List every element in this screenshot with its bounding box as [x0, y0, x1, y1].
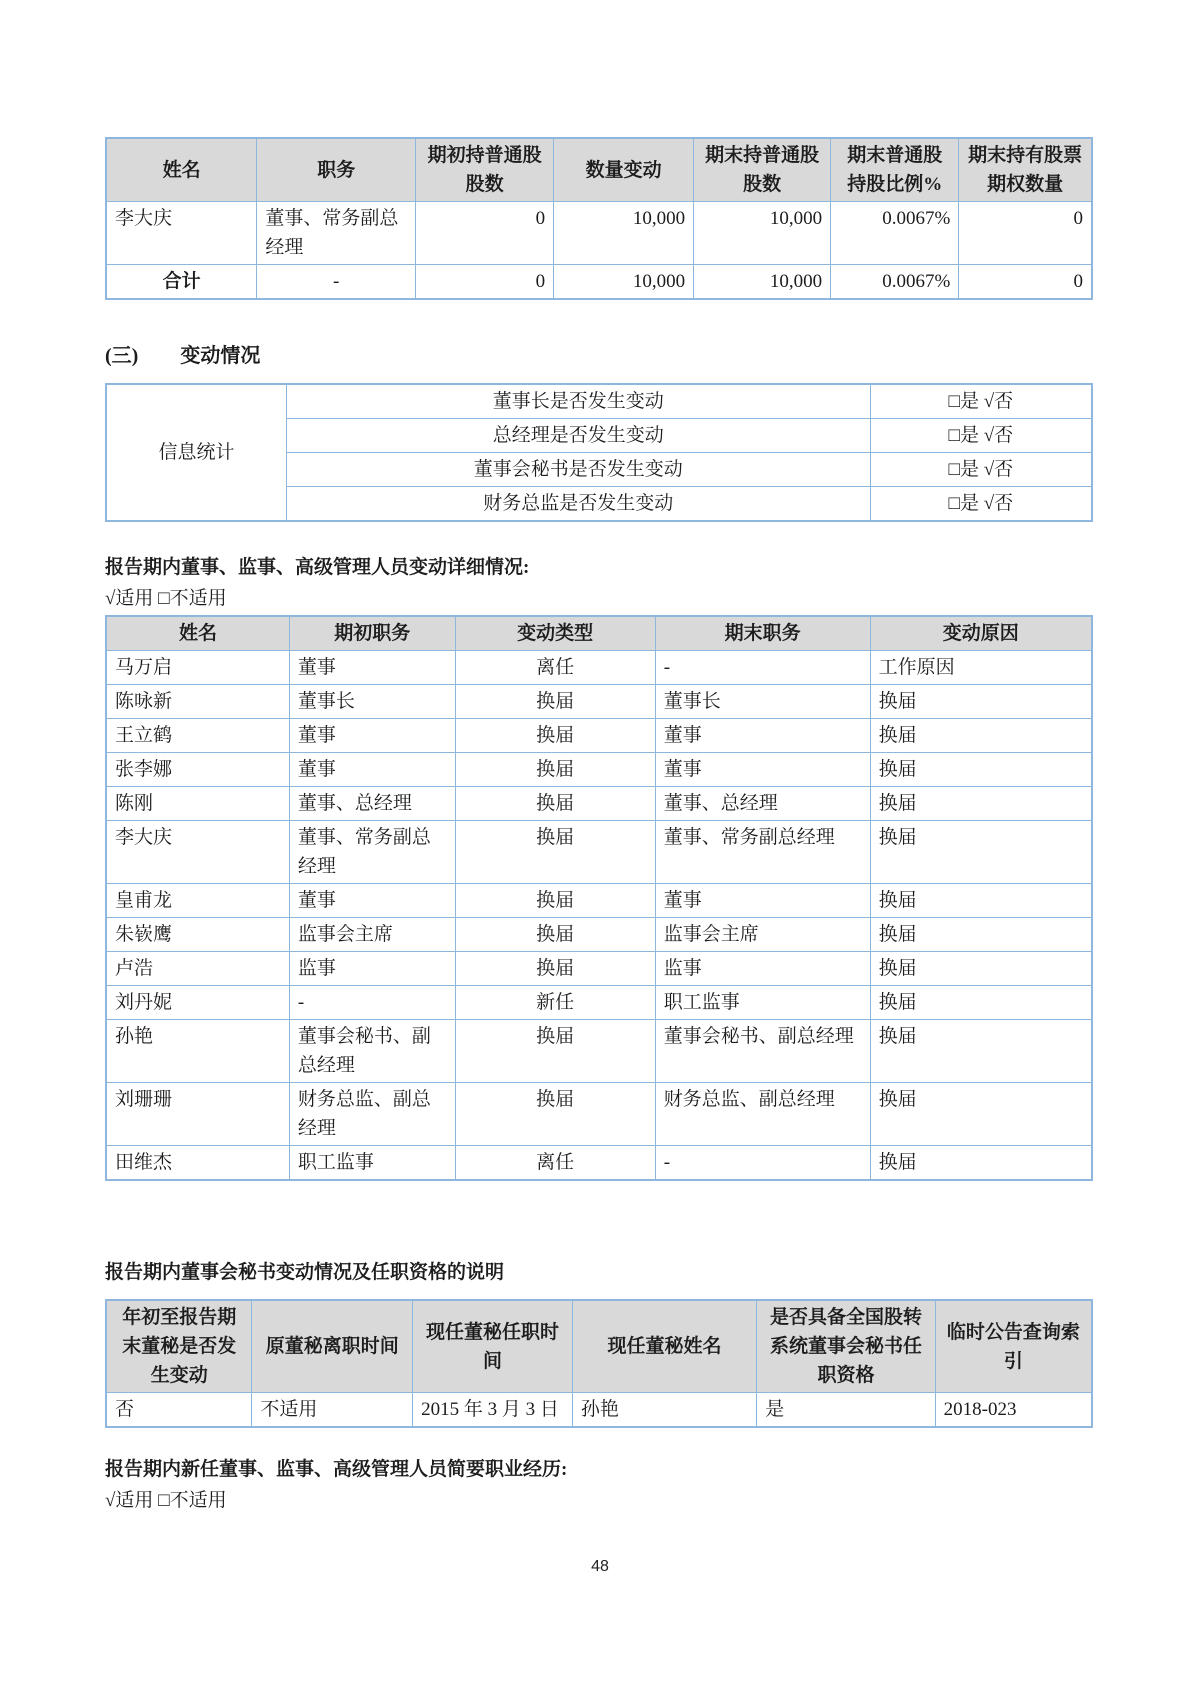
- cell-question: 董事会秘书是否发生变动: [286, 453, 870, 487]
- cell-closing-position: 监事: [655, 952, 870, 986]
- column-header-former-departure-time: 原董秘离职时间: [252, 1300, 413, 1393]
- table-row: [106, 651, 1092, 685]
- cell-closing-position: 董事: [655, 719, 870, 753]
- shareholding-table: [105, 137, 1093, 300]
- cell-yes-no-answer: □是 √否: [870, 419, 1092, 453]
- column-header-secretary-changed: 年初至报告期末董秘是否发生变动: [106, 1300, 252, 1393]
- table-header-row: [106, 616, 1092, 651]
- column-header-current-name: 现任董秘姓名: [572, 1300, 756, 1393]
- applicability-line: √适用 □不适用: [105, 588, 227, 609]
- cell-change-reason: 换届: [870, 753, 1092, 787]
- column-header-current-start-time: 现任董秘任职时间: [413, 1300, 573, 1393]
- column-header-announcement-index: 临时公告查询索引: [935, 1300, 1092, 1393]
- cell-name: 陈咏新: [106, 685, 289, 719]
- cell-change-type: 换届: [455, 1083, 655, 1146]
- cell-closing-shares: 10,000: [694, 202, 831, 265]
- cell-name: 皇甫龙: [106, 884, 289, 918]
- cell-change-type: 换届: [455, 685, 655, 719]
- cell-opening-position: 董事、常务副总经理: [289, 821, 455, 884]
- cell-change-type: 换届: [455, 719, 655, 753]
- applicability-line: √适用 □不适用: [105, 1490, 227, 1511]
- table-header-row: [106, 138, 1092, 202]
- cell-change-type: 换届: [455, 787, 655, 821]
- secretary-change-table: [105, 1299, 1093, 1428]
- cell-closing-position: -: [655, 1146, 870, 1181]
- cell-closing-shares: 10,000: [694, 265, 831, 300]
- cell-opening-shares: 0: [416, 202, 554, 265]
- cell-opening-position: -: [289, 986, 455, 1020]
- column-header-closing-ratio: 期末普通股持股比例%: [831, 138, 959, 202]
- cell-position: 董事、常务副总经理: [257, 202, 416, 265]
- new-appointee-section-heading: 报告期内新任董事、监事、高级管理人员简要职业经历:: [105, 1459, 568, 1480]
- cell-closing-position: 董事、总经理: [655, 787, 870, 821]
- cell-name: 朱嵚鹰: [106, 918, 289, 952]
- cell-opening-position: 监事会主席: [289, 918, 455, 952]
- cell-name: 陈刚: [106, 787, 289, 821]
- cell-qualification: 是: [757, 1393, 935, 1428]
- table-row: [106, 202, 1092, 265]
- cell-closing-position: 董事: [655, 753, 870, 787]
- cell-name: 李大庆: [106, 821, 289, 884]
- column-header-closing-shares: 期末持普通股股数: [694, 138, 831, 202]
- cell-current-start-time: 2015 年 3 月 3 日: [413, 1393, 573, 1428]
- page-number: 48: [591, 1558, 609, 1575]
- cell-change-reason: 换届: [870, 1083, 1092, 1146]
- cell-secretary-changed: 否: [106, 1393, 252, 1428]
- personnel-change-table: [105, 615, 1093, 1181]
- table-row: [106, 821, 1092, 884]
- cell-change-reason: 换届: [870, 787, 1092, 821]
- secretary-section-heading: 报告期内董事会秘书变动情况及任职资格的说明: [105, 1262, 505, 1283]
- info-statistics-label: 信息统计: [106, 384, 286, 521]
- cell-yes-no-answer: □是 √否: [870, 487, 1092, 522]
- info-statistics-table: [105, 383, 1093, 522]
- cell-opening-position: 职工监事: [289, 1146, 455, 1181]
- cell-change-reason: 换届: [870, 821, 1092, 884]
- cell-change: 10,000: [554, 202, 694, 265]
- table-row: [106, 787, 1092, 821]
- cell-name: 王立鹤: [106, 719, 289, 753]
- cell-closing-position: 董事、常务副总经理: [655, 821, 870, 884]
- cell-closing-position: 财务总监、副总经理: [655, 1083, 870, 1146]
- cell-opening-position: 董事、总经理: [289, 787, 455, 821]
- cell-closing-position: -: [655, 651, 870, 685]
- cell-change: 10,000: [554, 265, 694, 300]
- column-header-opening-position: 期初职务: [289, 616, 455, 651]
- cell-change-reason: 换届: [870, 1020, 1092, 1083]
- cell-change-type: 换届: [455, 1020, 655, 1083]
- cell-change-type: 换届: [455, 884, 655, 918]
- cell-opening-position: 财务总监、副总经理: [289, 1083, 455, 1146]
- table-row: [106, 753, 1092, 787]
- cell-closing-position: 监事会主席: [655, 918, 870, 952]
- cell-opening-position: 董事会秘书、副总经理: [289, 1020, 455, 1083]
- cell-opening-position: 董事: [289, 719, 455, 753]
- cell-change-type: 换届: [455, 918, 655, 952]
- section-number: (三): [105, 345, 139, 367]
- cell-change-reason: 换届: [870, 719, 1092, 753]
- cell-opening-position: 董事长: [289, 685, 455, 719]
- column-header-change: 数量变动: [554, 138, 694, 202]
- table-row: [106, 986, 1092, 1020]
- detail-section-heading: 报告期内董事、监事、高级管理人员变动详细情况:: [105, 557, 530, 578]
- column-header-closing-position: 期末职务: [655, 616, 870, 651]
- cell-change-reason: 换届: [870, 918, 1092, 952]
- cell-opening-position: 监事: [289, 952, 455, 986]
- column-header-position: 职务: [257, 138, 416, 202]
- table-row: [106, 1393, 1092, 1428]
- column-header-name: 姓名: [106, 616, 289, 651]
- cell-name: 刘珊珊: [106, 1083, 289, 1146]
- table-header-row: [106, 1300, 1092, 1393]
- table-total-row: [106, 265, 1092, 300]
- cell-opening-position: 董事: [289, 884, 455, 918]
- table-row: [106, 1146, 1092, 1181]
- cell-change-reason: 换届: [870, 986, 1092, 1020]
- cell-closing-position: 董事: [655, 884, 870, 918]
- cell-opening-position: 董事: [289, 651, 455, 685]
- cell-change-reason: 换届: [870, 1146, 1092, 1181]
- cell-yes-no-answer: □是 √否: [870, 453, 1092, 487]
- cell-position: -: [257, 265, 416, 300]
- cell-question: 董事长是否发生变动: [286, 384, 870, 419]
- cell-closing-ratio: 0.0067%: [831, 265, 959, 300]
- cell-name: 孙艳: [106, 1020, 289, 1083]
- cell-question: 总经理是否发生变动: [286, 419, 870, 453]
- cell-closing-position: 职工监事: [655, 986, 870, 1020]
- column-header-opening-shares: 期初持普通股股数: [416, 138, 554, 202]
- cell-closing-position: 董事长: [655, 685, 870, 719]
- cell-announcement-index: 2018-023: [935, 1393, 1092, 1428]
- column-header-name: 姓名: [106, 138, 257, 202]
- cell-change-type: 换届: [455, 753, 655, 787]
- column-header-qualification: 是否具备全国股转系统董事会秘书任职资格: [757, 1300, 935, 1393]
- cell-options: 0: [959, 202, 1092, 265]
- cell-options: 0: [959, 265, 1092, 300]
- cell-closing-position: 董事会秘书、副总经理: [655, 1020, 870, 1083]
- section-heading: [105, 342, 1093, 370]
- cell-question: 财务总监是否发生变动: [286, 487, 870, 522]
- cell-change-type: 换届: [455, 952, 655, 986]
- cell-change-reason: 换届: [870, 952, 1092, 986]
- column-header-options: 期末持有股票期权数量: [959, 138, 1092, 202]
- section-title: 变动情况: [180, 345, 261, 367]
- table-row: [106, 685, 1092, 719]
- table-row: [106, 918, 1092, 952]
- cell-change-type: 离任: [455, 1146, 655, 1181]
- cell-name: 李大庆: [106, 202, 257, 265]
- cell-change-reason: 换届: [870, 884, 1092, 918]
- cell-change-reason: 工作原因: [870, 651, 1092, 685]
- table-row: [106, 884, 1092, 918]
- cell-change-reason: 换届: [870, 685, 1092, 719]
- column-header-change-type: 变动类型: [455, 616, 655, 651]
- cell-opening-shares: 0: [416, 265, 554, 300]
- cell-name: 卢浩: [106, 952, 289, 986]
- table-row: [106, 952, 1092, 986]
- cell-closing-ratio: 0.0067%: [831, 202, 959, 265]
- table-row: [106, 1083, 1092, 1146]
- cell-change-type: 离任: [455, 651, 655, 685]
- cell-change-type: 换届: [455, 821, 655, 884]
- table-row: [106, 1020, 1092, 1083]
- cell-change-type: 新任: [455, 986, 655, 1020]
- cell-name: 刘丹妮: [106, 986, 289, 1020]
- cell-name: 张李娜: [106, 753, 289, 787]
- cell-former-departure-time: 不适用: [252, 1393, 413, 1428]
- column-header-change-reason: 变动原因: [870, 616, 1092, 651]
- table-row: [106, 384, 1092, 419]
- cell-opening-position: 董事: [289, 753, 455, 787]
- cell-name: 田维杰: [106, 1146, 289, 1181]
- cell-current-name: 孙艳: [572, 1393, 756, 1428]
- cell-yes-no-answer: □是 √否: [870, 384, 1092, 419]
- page-content: [105, 0, 1093, 1515]
- table-row: [106, 719, 1092, 753]
- cell-name: 马万启: [106, 651, 289, 685]
- cell-total-label: 合计: [106, 265, 257, 300]
